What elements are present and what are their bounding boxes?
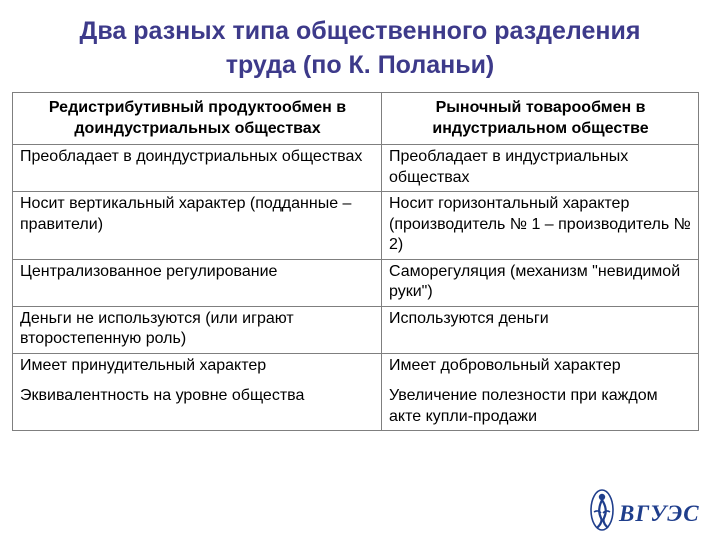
table-cell: Используются деньги <box>382 306 699 353</box>
table-cell: Носит вертикальный характер (подданные – правители) <box>13 192 382 260</box>
table-cell: Преобладает в индустриальных обществах <box>382 145 699 192</box>
university-logo <box>585 488 700 534</box>
table-row <box>13 145 699 192</box>
slide-title-line-2: труда (по К. Поланьи) <box>225 51 495 79</box>
slide-title-line-1: Два разных типа общественного разделения <box>79 17 641 45</box>
header-market: Рыночный товарообмен в индустриальном обществе <box>382 93 699 145</box>
table-row <box>13 353 699 431</box>
table-cell-merged <box>382 353 699 431</box>
logo-wordmark: ВГУЭС <box>619 501 700 526</box>
table-cell-text: Имеет принудительный характер <box>20 356 267 374</box>
slide-title <box>0 14 720 82</box>
table-cell: Централизованное регулирование <box>13 259 382 306</box>
table-cell: Носит горизонтальный характер (производитель № 1 – производитель № 2) <box>382 192 699 260</box>
table-cell-text: Имеет добровольный характер <box>389 356 621 374</box>
table-cell: Саморегуляция (механизм "невидимой руки") <box>382 259 699 306</box>
table-cell-text: Эквивалентность на уровне общества <box>20 387 305 404</box>
table-row <box>13 306 699 353</box>
table-row <box>13 259 699 306</box>
table-cell: Деньги не используются (или играют второстепенную роль) <box>13 306 382 353</box>
table-header-row <box>13 93 699 145</box>
comparison-table <box>12 92 699 431</box>
table-cell-text: Увеличение полезности при каждом акте купли-продажи <box>389 387 658 425</box>
table-cell-merged <box>13 353 382 431</box>
emblem-icon <box>591 490 613 530</box>
header-redistributive: Редистрибутивный продуктообмен в доиндустриальных обществах <box>13 93 382 145</box>
table-row <box>13 192 699 260</box>
table-cell: Преобладает в доиндустриальных обществах <box>13 145 382 192</box>
